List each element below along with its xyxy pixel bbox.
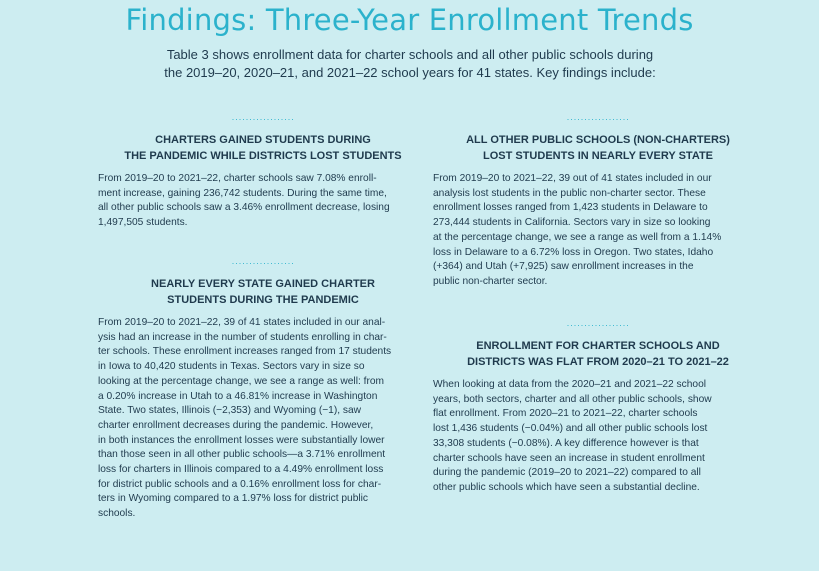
body-line: 33,308 students (−0.08%). A key difference however is that [433, 437, 699, 449]
section-body [98, 172, 428, 231]
body-line: in Iowa to 40,420 students in Texas. Sectors vary in size so [98, 361, 365, 373]
intro-paragraph [120, 46, 700, 81]
body-line: during the pandemic (2019–20 to 2021–22) compared to all [433, 467, 701, 479]
heading-line: LOST STUDENTS IN NEARLY EVERY STATE [482, 150, 714, 162]
section-heading [98, 276, 428, 308]
section-divider: ·················· [231, 258, 295, 268]
heading-line: ENROLLMENT FOR CHARTER SCHOOLS AND [476, 340, 720, 352]
section-heading [98, 132, 428, 164]
body-line: ters in Wyoming compared to a 1.97% loss for district public [98, 493, 368, 505]
body-line: ter schools. These enrollment increases ranged from 17 students [98, 346, 392, 358]
body-line: a 0.20% increase in Utah to a 46.81% increase in Washington [98, 390, 378, 402]
intro-line: Table 3 shows enrollment data for charter schools and all other public schools during [166, 47, 654, 62]
body-line: charter enrollment decreases during the pandemic. However, [98, 419, 374, 431]
body-line: looking at the percentage change, we see a range as well: from [98, 375, 384, 387]
section-charters-gained [98, 114, 428, 231]
section-divider: ·················· [566, 114, 630, 124]
heading-line: STUDENTS DURING THE PANDEMIC [167, 294, 359, 306]
body-line: 1,497,505 students. [98, 217, 188, 229]
body-line: all other public schools saw a 3.46% enrollment decrease, losing [98, 202, 390, 214]
heading-line: NEARLY EVERY STATE GAINED CHARTER [151, 278, 375, 290]
body-line: From 2019–20 to 2021–22, charter schools saw 7.08% enroll- [98, 173, 377, 184]
section-enrollment-flat [433, 320, 763, 496]
body-line: ment increase, gaining 236,742 students. During the same time, [98, 187, 387, 199]
section-divider: ·················· [566, 320, 630, 330]
section-non-charters-lost [433, 114, 763, 290]
section-nearly-every-state-gained [98, 258, 428, 522]
body-line: 273,444 students in California. Sectors vary in size so looking [433, 217, 711, 229]
body-line: for district public schools and a 0.16% enrollment loss for char- [98, 478, 382, 490]
body-line: public non-charter sector. [433, 275, 548, 287]
body-line: than those seen in all other public schools—a 3.71% enrollment [98, 449, 386, 461]
body-line: enrollment losses ranged from 1,423 students in Delaware to [433, 202, 708, 214]
body-line: lost 1,436 students (−0.04%) and all other public schools lost [433, 423, 708, 435]
section-heading [433, 338, 763, 370]
section-heading [433, 132, 763, 164]
body-line: charter schools have seen an increase in student enrollment [433, 452, 705, 464]
body-line: analysis lost students in the public non-charter sector. These [433, 187, 706, 199]
body-line: in both instances the enrollment losses were substantially lower [98, 434, 385, 446]
heading-line: THE PANDEMIC WHILE DISTRICTS LOST STUDENTS [124, 150, 402, 162]
body-line: From 2019–20 to 2021–22, 39 out of 41 states included in our [433, 173, 712, 184]
body-line: flat enrollment. From 2020–21 to 2021–22, charter schools [433, 408, 698, 420]
body-line: other public schools which have seen a substantial decline. [433, 481, 700, 493]
heading-line: ALL OTHER PUBLIC SCHOOLS (NON-CHARTERS) [466, 134, 730, 146]
heading-line: DISTRICTS WAS FLAT FROM 2020–21 TO 2021–22 [467, 356, 729, 368]
body-line: (+364) and Utah (+7,925) saw enrollment increases in the [433, 261, 694, 273]
body-line: years, both sectors, charter and all other public schools, show [433, 393, 712, 405]
body-line: State. Two states, Illinois (−2,353) and Wyoming (−1), saw [98, 405, 362, 417]
body-line: ysis had an increase in the number of students enrolling in char- [98, 331, 387, 343]
heading-line: CHARTERS GAINED STUDENTS DURING [155, 134, 371, 146]
body-line: at the percentage change, we see a range as well from a 1.14% [433, 231, 722, 243]
page-title: Findings: Three-Year Enrollment Trends [125, 3, 694, 37]
section-body [98, 316, 428, 522]
body-line: loss for charters in Illinois compared to a 4.49% enrollment loss [98, 464, 384, 476]
intro-line: the 2019–20, 2020–21, and 2021–22 school years for 41 states. Key findings include: [164, 64, 656, 80]
body-line: loss in Delaware to a 6.72% loss in Oregon. Two states, Idaho [433, 246, 714, 258]
section-divider: ·················· [231, 114, 295, 124]
section-body [433, 378, 763, 496]
section-body [433, 172, 763, 290]
body-line: schools. [98, 508, 136, 520]
body-line: When looking at data from the 2020–21 and 2021–22 school [433, 379, 706, 390]
body-line: From 2019–20 to 2021–22, 39 of 41 states included in our anal- [98, 317, 386, 328]
